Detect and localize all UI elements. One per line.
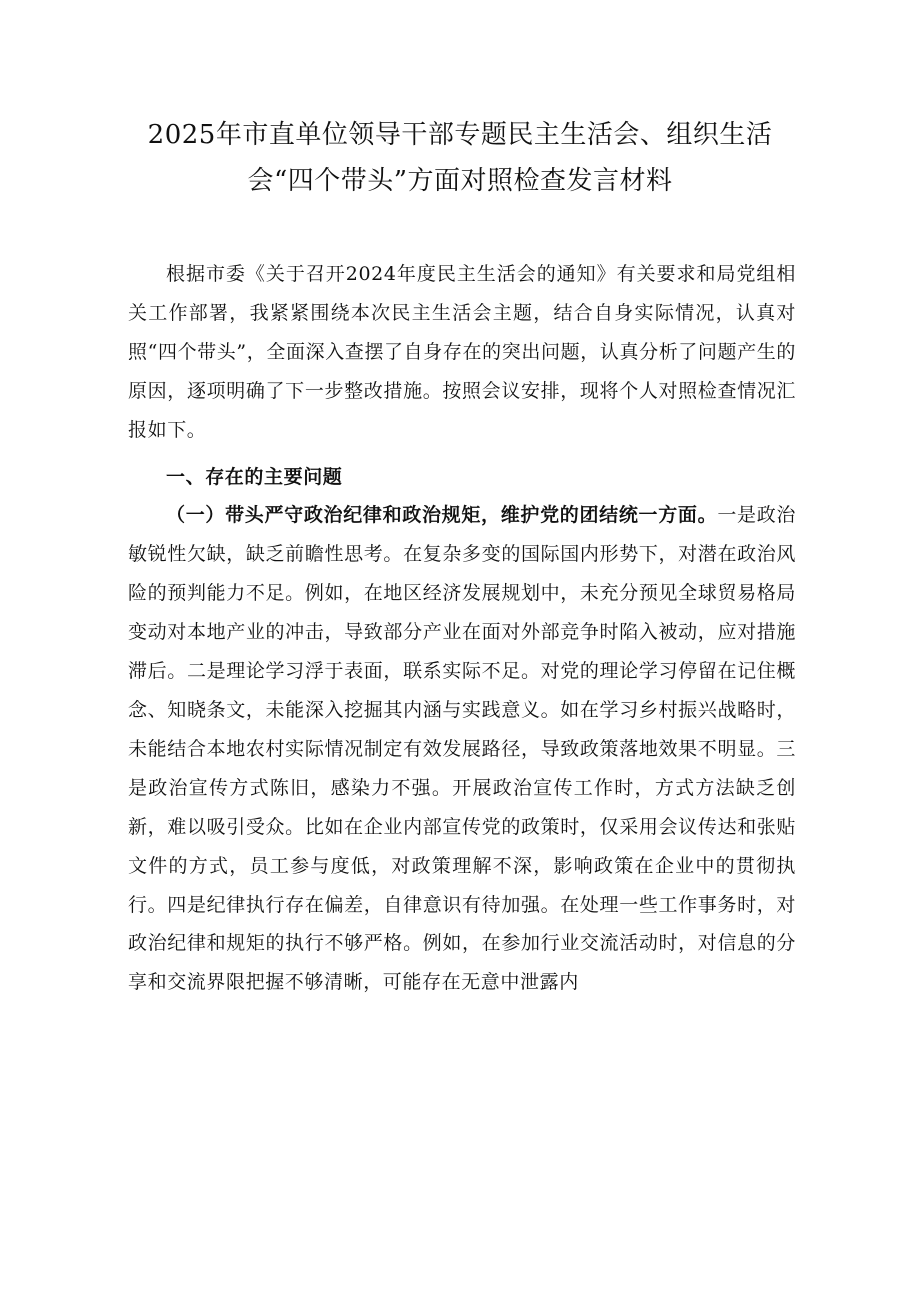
subsection-lead: （一）带头严守政治纪律和政治规矩，维护党的团结统一方面。: [166, 504, 718, 527]
section-heading: 一、存在的主要问题: [166, 465, 343, 488]
document-body: [128, 255, 796, 1002]
title-line-2: 会“四个带头”方面对照检查发言材料: [247, 166, 673, 196]
title-line-1: 2025年市直单位领导干部专题民主生活会、组织生活: [147, 120, 773, 150]
subsection-body: 一是政治敏锐性欠缺，缺乏前瞻性思考。在复杂多变的国际国内形势下，对潜在政治风险的预判能力不足。例如，在地区经济发展规划中，未充分预见全球贸易格局变动对本地产业的冲击，导致部分产业在面对外部竞争时陷入被动，应对措施滞后。二是理论学习浮于表面，联系实际不足。对党的理论学习停留在记住概念、知晓条文，未能深入挖掘其内涵与实践意义。如在学习乡村振兴战略时，未能结合本地农村实际情况制定有效发展路径，导致政策落地效果不明显。三是政治宣传方式陈旧，感染力不强。开展政治宣传工作时，方式方法缺乏创新，难以吸引受众。比如在企业内部宣传党的政策时，仅采用会议传达和张贴文件的方式，员工参与度低，对政策理解不深，影响政策在企业中的贯彻执行。四是纪律执行存在偏差，自律意识有待加强。在处理一些工作事务时，对政治纪律和规矩的执行不够严格。例如，在参加行业交流活动时，对信息的分享和交流界限把握不够清晰，可能存在无意中泄露内: [128, 504, 796, 994]
intro-paragraph: 根据市委《关于召开2024年度民主生活会的通知》有关要求和局党组相关工作部署，我紧紧围绕本次民主生活会主题，结合自身实际情况，认真对照“四个带头”，全面深入查摆了自身存在的突出问题，认真分析了问题产生的原因，逐项明确了下一步整改措施。按照会议安排，现将个人对照检查情况汇报如下。: [128, 263, 796, 441]
document-title: [120, 112, 800, 204]
subsection-paragraph: [128, 496, 796, 1002]
